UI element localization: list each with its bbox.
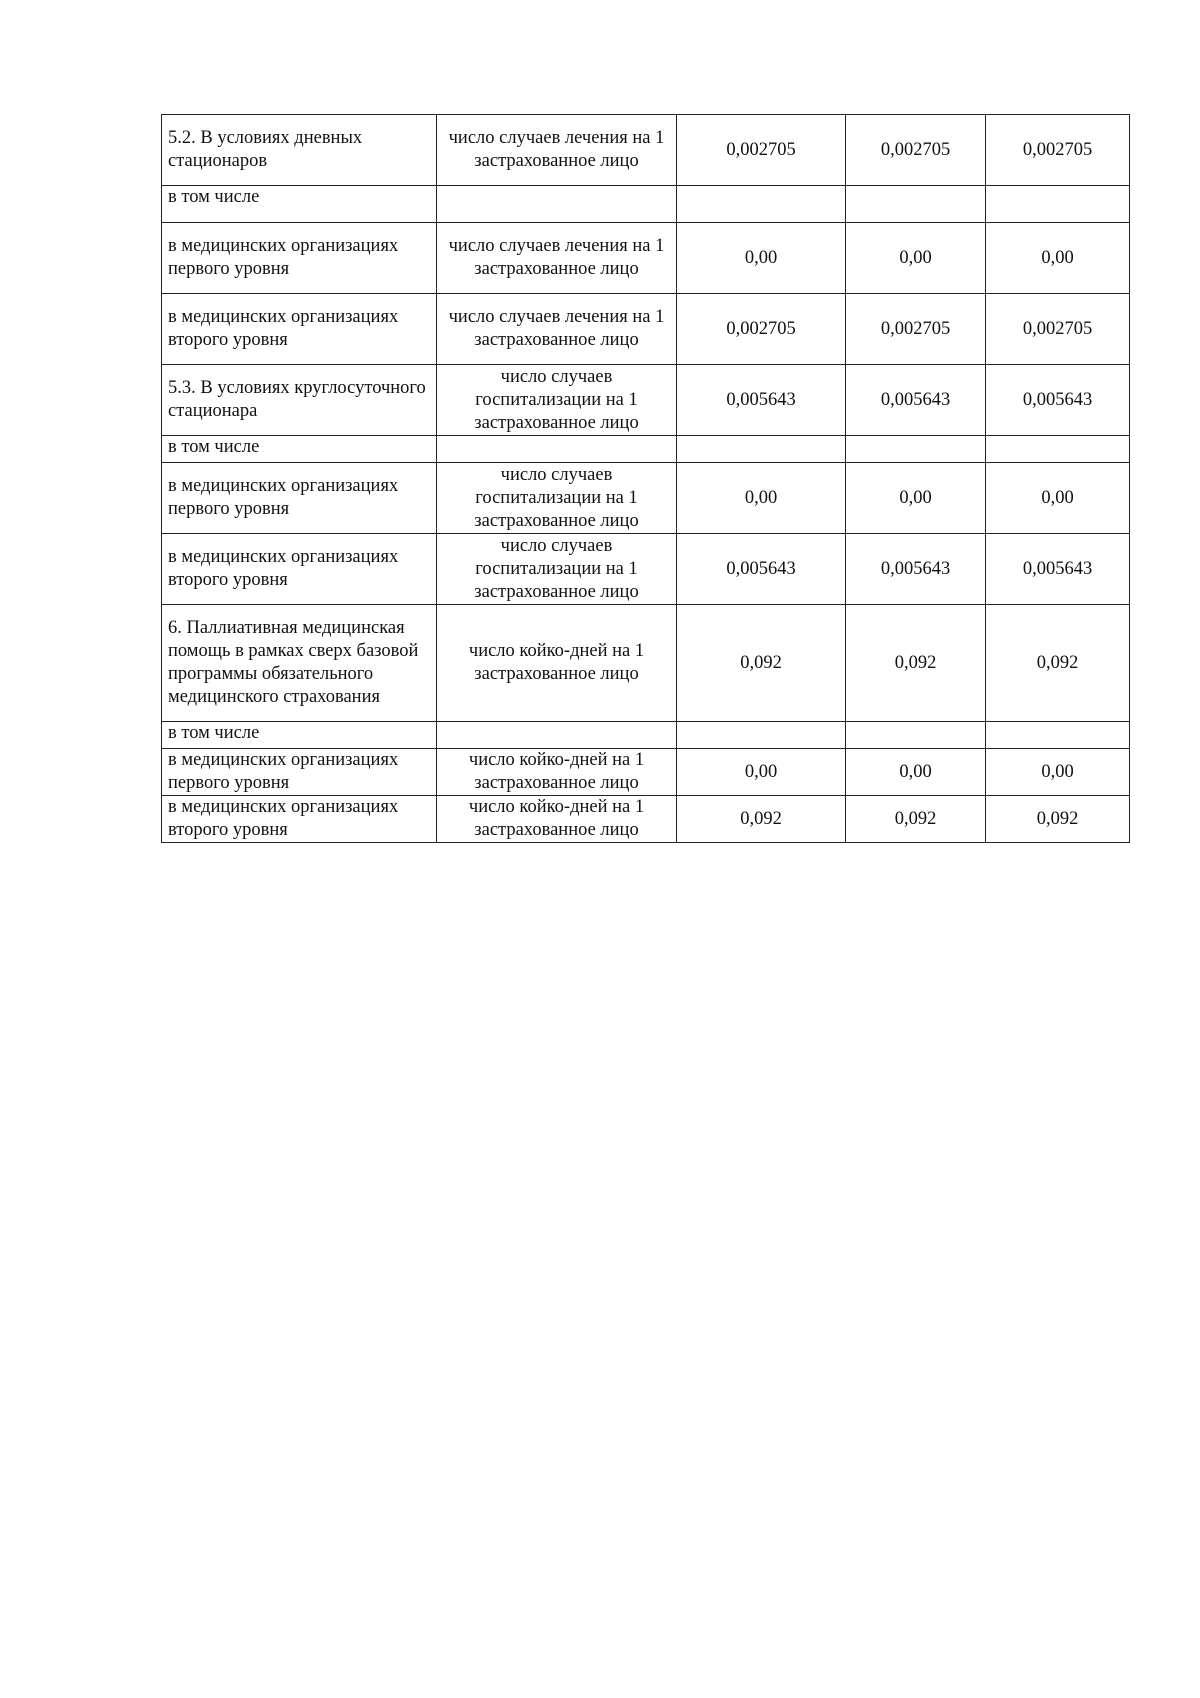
table-row xyxy=(162,605,1130,722)
value-cell xyxy=(677,186,846,223)
row-name-cell: в медицинских организациях второго уровня xyxy=(162,534,437,605)
row-name-cell: в медицинских организациях первого уровня xyxy=(162,463,437,534)
value-cell: 0,00 xyxy=(846,749,986,796)
value-cell: 0,005643 xyxy=(986,534,1130,605)
value-cell: 0,005643 xyxy=(677,365,846,436)
value-cell: 0,00 xyxy=(677,223,846,294)
row-unit-cell: число случаев госпитализации на 1 застрахованное лицо xyxy=(437,365,677,436)
table-row xyxy=(162,294,1130,365)
row-name-cell: в медицинских организациях второго уровня xyxy=(162,294,437,365)
value-cell: 0,092 xyxy=(677,796,846,843)
row-name-cell: 5.3. В условиях круглосуточного стационара xyxy=(162,365,437,436)
table-row xyxy=(162,186,1130,223)
value-cell: 0,092 xyxy=(986,605,1130,722)
row-name-cell: 5.2. В условиях дневных стационаров xyxy=(162,115,437,186)
row-name-cell: в том числе xyxy=(162,436,437,463)
row-name-cell: в том числе xyxy=(162,186,437,223)
value-cell: 0,002705 xyxy=(677,294,846,365)
value-cell: 0,00 xyxy=(986,463,1130,534)
value-cell: 0,005643 xyxy=(986,365,1130,436)
value-cell xyxy=(677,722,846,749)
value-cell xyxy=(846,186,986,223)
table-row xyxy=(162,436,1130,463)
row-unit-cell xyxy=(437,722,677,749)
value-cell: 0,00 xyxy=(986,749,1130,796)
row-unit-cell: число койко-дней на 1 застрахованное лицо xyxy=(437,796,677,843)
value-cell: 0,002705 xyxy=(846,115,986,186)
value-cell: 0,005643 xyxy=(846,365,986,436)
table-row xyxy=(162,534,1130,605)
value-cell xyxy=(986,722,1130,749)
value-cell: 0,092 xyxy=(986,796,1130,843)
table-row xyxy=(162,463,1130,534)
row-name-cell: 6. Паллиативная медицинская помощь в рамках сверх базовой программы обязательного медицинского страхования xyxy=(162,605,437,722)
row-unit-cell xyxy=(437,186,677,223)
value-cell: 0,00 xyxy=(846,223,986,294)
value-cell: 0,00 xyxy=(986,223,1130,294)
value-cell xyxy=(986,186,1130,223)
row-name-cell: в медицинских организациях первого уровня xyxy=(162,749,437,796)
value-cell: 0,092 xyxy=(846,605,986,722)
value-cell: 0,092 xyxy=(677,605,846,722)
table-row xyxy=(162,223,1130,294)
value-cell: 0,00 xyxy=(677,463,846,534)
row-unit-cell: число случаев лечения на 1 застрахованное лицо xyxy=(437,223,677,294)
row-name-cell: в том числе xyxy=(162,722,437,749)
row-unit-cell xyxy=(437,436,677,463)
row-unit-cell: число случаев лечения на 1 застрахованное лицо xyxy=(437,115,677,186)
table-row xyxy=(162,749,1130,796)
value-cell: 0,00 xyxy=(846,463,986,534)
table-row xyxy=(162,796,1130,843)
value-cell xyxy=(677,436,846,463)
value-cell: 0,002705 xyxy=(846,294,986,365)
row-unit-cell: число случаев госпитализации на 1 застрахованное лицо xyxy=(437,463,677,534)
table-row xyxy=(162,115,1130,186)
value-cell xyxy=(846,722,986,749)
value-cell: 0,092 xyxy=(846,796,986,843)
value-cell: 0,002705 xyxy=(986,115,1130,186)
row-unit-cell: число койко-дней на 1 застрахованное лицо xyxy=(437,605,677,722)
value-cell: 0,00 xyxy=(677,749,846,796)
row-name-cell: в медицинских организациях второго уровня xyxy=(162,796,437,843)
row-unit-cell: число койко-дней на 1 застрахованное лицо xyxy=(437,749,677,796)
row-name-cell: в медицинских организациях первого уровня xyxy=(162,223,437,294)
indicator-table xyxy=(161,114,1130,843)
row-unit-cell: число случаев госпитализации на 1 застрахованное лицо xyxy=(437,534,677,605)
table-row xyxy=(162,722,1130,749)
value-cell: 0,005643 xyxy=(677,534,846,605)
value-cell xyxy=(846,436,986,463)
value-cell xyxy=(986,436,1130,463)
value-cell: 0,002705 xyxy=(677,115,846,186)
table-row xyxy=(162,365,1130,436)
value-cell: 0,002705 xyxy=(986,294,1130,365)
row-unit-cell: число случаев лечения на 1 застрахованное лицо xyxy=(437,294,677,365)
value-cell: 0,005643 xyxy=(846,534,986,605)
